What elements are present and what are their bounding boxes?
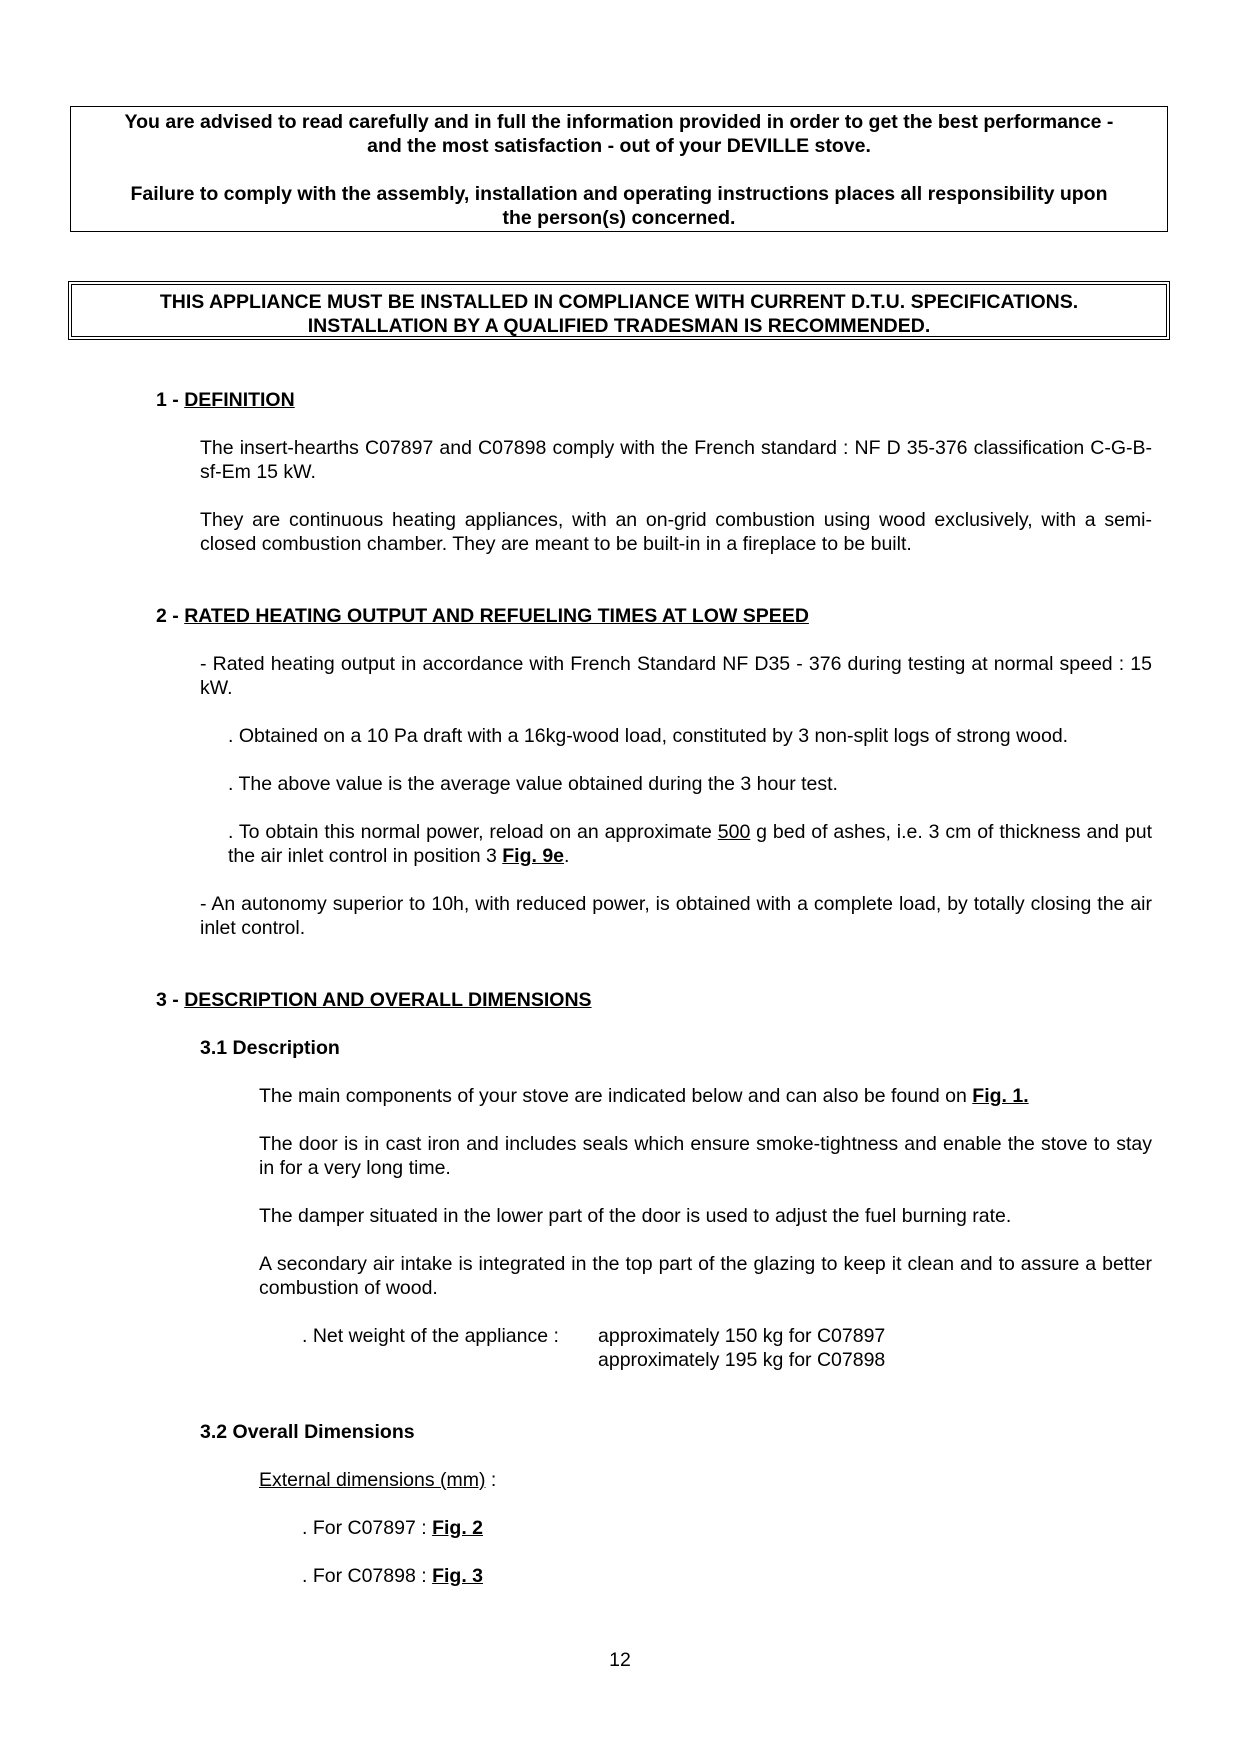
section-title: RATED HEATING OUTPUT AND REFUELING TIMES AT LOW SPEED	[184, 605, 809, 627]
section-number: 2 -	[156, 605, 185, 627]
paragraph: - Rated heating output in accordance with French Standard NF D35 - 376 during testing at normal speed : 15 kW.	[200, 653, 1152, 699]
section-title: DEFINITION	[184, 389, 295, 411]
text: . For C07897 :	[302, 1517, 433, 1539]
text: :	[485, 1469, 497, 1491]
text: . To obtain this normal power, reload on an approximate	[228, 821, 718, 843]
subsection-3-2-heading: 3.2 Overall Dimensions	[200, 1421, 415, 1443]
page-number: 12	[609, 1649, 631, 1671]
figure-reference: Fig. 3	[432, 1565, 483, 1587]
notice-box	[70, 106, 1168, 232]
paragraph	[259, 1084, 1029, 1108]
external-dimensions-label	[259, 1468, 496, 1492]
bullet: . Obtained on a 10 Pa draft with a 16kg-wood load, constituted by 3 non-split logs of strong wood.	[228, 725, 1069, 747]
dimension-item	[302, 1564, 483, 1588]
dimension-item	[302, 1516, 483, 1540]
paragraph: They are continuous heating appliances, with an on-grid combustion using wood exclusively, with a semi-closed combustion chamber. They are meant to be built-in in a fireplace to be built.	[200, 509, 1152, 555]
bullet: . The above value is the average value obtained during the 3 hour test.	[228, 773, 838, 795]
notice-line: Failure to comply with the assembly, installation and operating instructions places all responsibility upon	[130, 183, 1108, 205]
section-2-heading	[156, 604, 809, 628]
text: The main components of your stove are indicated below and can also be found on	[259, 1085, 973, 1107]
weight-value: approximately 150 kg for C07897	[598, 1325, 886, 1347]
figure-reference: Fig. 9e	[502, 845, 565, 867]
weight-label: . Net weight of the appliance :	[302, 1325, 559, 1347]
bullet	[228, 820, 1152, 868]
section-number: 3 -	[156, 989, 185, 1011]
section-number: 1 -	[156, 389, 185, 411]
section-1-heading	[156, 388, 295, 412]
section-title: DESCRIPTION AND OVERALL DIMENSIONS	[184, 989, 592, 1011]
warning-line: THIS APPLIANCE MUST BE INSTALLED IN COMPLIANCE WITH CURRENT D.T.U. SPECIFICATIONS.	[159, 291, 1079, 313]
underlined-number: 500	[717, 821, 751, 843]
text: g bed of ashes, i.e. 3 cm of thickness and put the air inlet control in position 3	[228, 821, 1152, 867]
notice-line: You are advised to read carefully and in full the information provided in order to get the best performance -	[124, 111, 1114, 133]
weight-value: approximately 195 kg for C07898	[598, 1349, 886, 1371]
figure-reference: Fig. 2	[432, 1517, 483, 1539]
text: . For C07898 :	[302, 1565, 433, 1587]
notice-line: the person(s) concerned.	[502, 207, 736, 229]
paragraph: - An autonomy superior to 10h, with reduced power, is obtained with a complete load, by totally closing the air inlet control.	[200, 893, 1152, 939]
text: External dimensions (mm)	[259, 1469, 486, 1491]
section-3-heading	[156, 988, 592, 1012]
notice-line: and the most satisfaction - out of your DEVILLE stove.	[367, 135, 871, 157]
paragraph: The insert-hearths C07897 and C07898 comply with the French standard : NF D 35-376 classification C-G-B-sf-Em 15 kW.	[200, 437, 1152, 483]
paragraph: The damper situated in the lower part of the door is used to adjust the fuel burning rate.	[259, 1205, 1012, 1227]
warning-box	[68, 281, 1170, 340]
figure-reference: Fig. 1.	[972, 1085, 1029, 1107]
warning-line: INSTALLATION BY A QUALIFIED TRADESMAN IS RECOMMENDED.	[307, 315, 931, 337]
subsection-3-1-heading: 3.1 Description	[200, 1037, 340, 1059]
paragraph: A secondary air intake is integrated in the top part of the glazing to keep it clean and to assure a better combustion of wood.	[259, 1253, 1152, 1299]
text: .	[564, 845, 570, 867]
paragraph: The door is in cast iron and includes seals which ensure smoke-tightness and enable the stove to stay in for a very long time.	[259, 1133, 1152, 1179]
